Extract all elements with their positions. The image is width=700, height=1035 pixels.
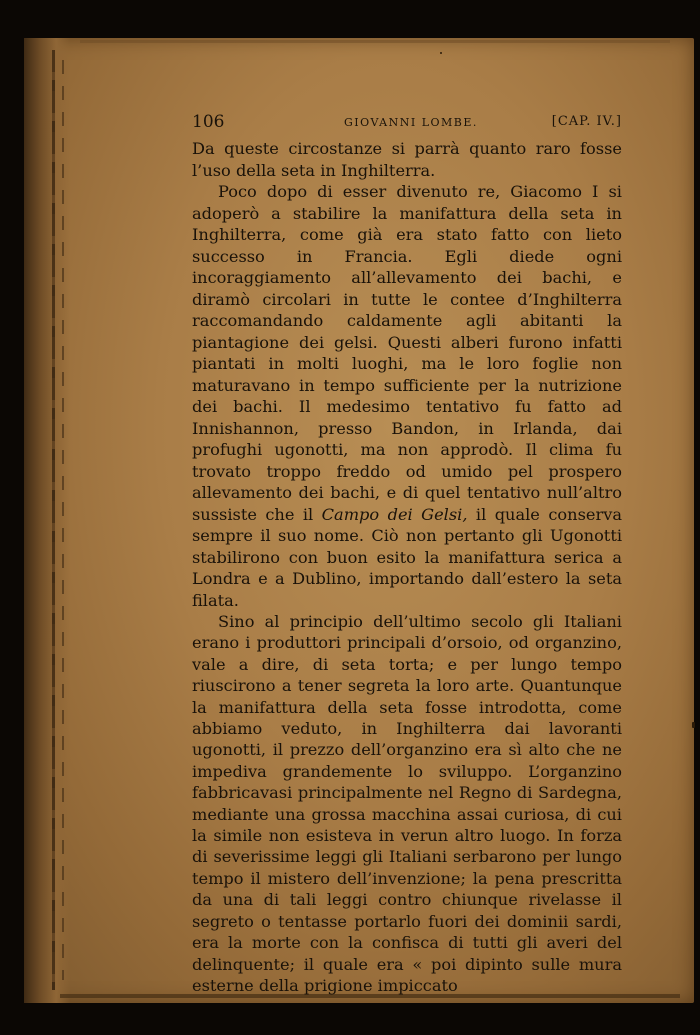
paragraph-3: Sino al principio dell’ultimo secolo gli Italiani erano i produttori principali d’orsoio, od organzino, vale a dire, di seta torta; e per lungo tempo riuscirono a tener segreta la loro arte. Quantunque la manifattura della seta fosse introdotta, come abbiamo veduto, in Inghilterra dai lavoranti ugonotti, il prezzo dell’organzino era sì alto che ne impediva grandemente lo sviluppo. L’organzino fabbricavasi principalmente nel Regno di Sardegna, mediante una grossa macchina assai curiosa, di cui la simile non esisteva in verun altro luogo. In forza di severissime leggi gli Italiani serbarono per lungo tempo il mistero dell’invenzione; la pena prescritta da una di tali leggi contro chiunque rivelasse il segreto o tentasse portarlo fuori dei dominii sardi, era la morte con la confisca di tutti gli averi del delinquente; il quale era « poi dipinto sulle mura esterne della prigione impiccato xyxy=(192,612,622,995)
running-title: GIOVANNI LOMBE. xyxy=(344,116,478,129)
paragraph-2-italic-name: Campo dei Gelsi, xyxy=(321,504,468,524)
page-number: 106 xyxy=(192,112,225,132)
paragraph-2 xyxy=(192,181,622,611)
binding-stitch-line-inner xyxy=(62,60,64,980)
margin-speck xyxy=(692,722,695,728)
page-header xyxy=(192,110,622,136)
page-top-edge xyxy=(80,40,670,43)
page-text-block xyxy=(192,110,622,996)
paragraph-2-text-start: Poco dopo di esser divenuto re, Giacomo I si adoperò a stabilire la manifattura della seta in Inghilterra, come già era stato fatto con lieto successo in Francia. Egli diede ogni incoraggiamento all’allevamento dei bachi, e diramò circolari in tutte le contee d’Inghilterra raccomandando caldamente agli abitanti la piantagione dei gelsi. Questi alberi furono infatti piantati in molti luoghi, ma le loro foglie non maturavano in tempo sufficiente per la nutrizione dei bachi. Il medesimo tentativo fu fatto ad Innishannon, presso Bandon, in Irlanda, dai profughi ugonotti, ma non approdò. Il clima fu trovato troppo freddo od umido pel prospero allevamento dei bachi, e di quel tentativo null’altro sussiste che il xyxy=(192,182,622,524)
margin-speck xyxy=(440,52,442,54)
chapter-reference: [CAP. IV.] xyxy=(551,114,622,129)
paragraph-2-text-end: il quale conserva sempre il suo nome. Ciò non pertanto gli Ugonotti stabilirono con buon esito la manifattura serica a Londra e a Dublino, importando dall’estero la seta filata. xyxy=(192,504,622,610)
paragraph-1: Da queste circostanze si parrà quanto raro fosse l’uso della seta in Inghilterra. xyxy=(192,139,622,180)
binding-stitch-line xyxy=(52,50,55,990)
